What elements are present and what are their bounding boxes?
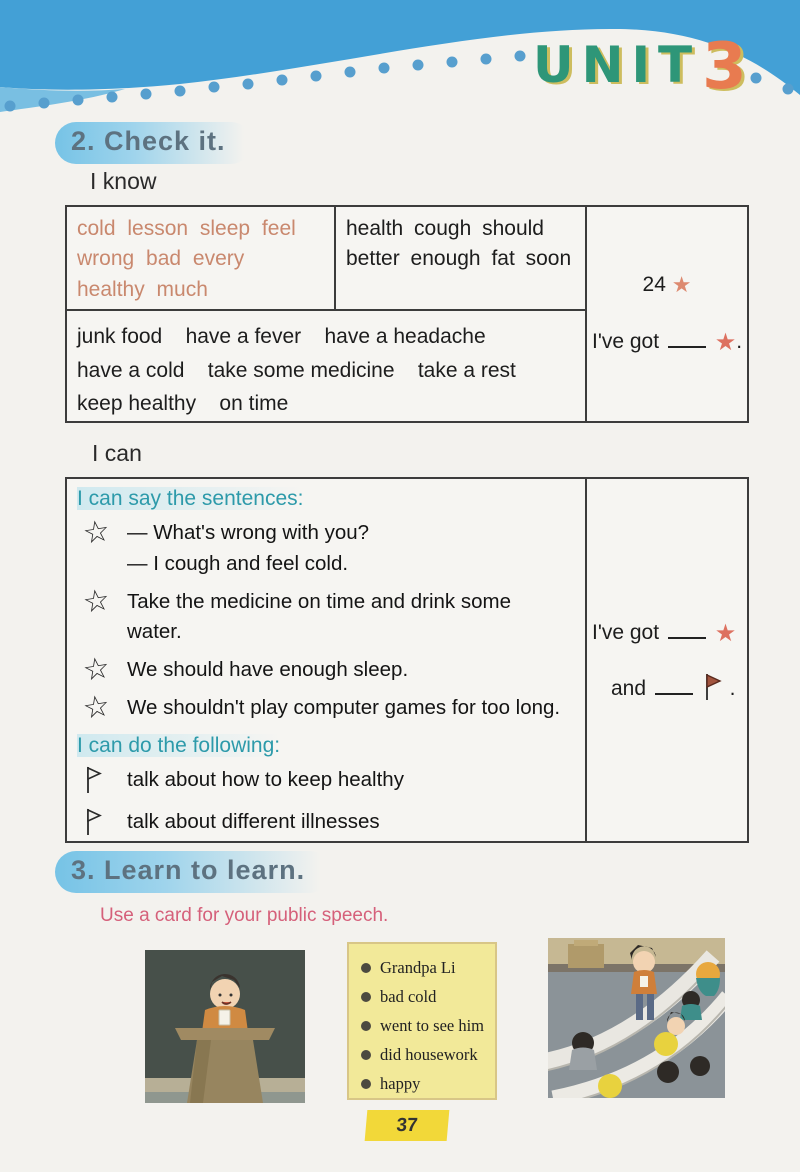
star-outline-icon: ☆ xyxy=(80,688,113,726)
sentence-line: — I cough and feel cold. xyxy=(127,551,349,575)
can-table-left xyxy=(67,479,585,841)
phrases-cell xyxy=(67,311,585,421)
icon-cell xyxy=(77,651,127,688)
know-score-column xyxy=(585,207,747,421)
phrase-line: keep healthy on time xyxy=(77,392,289,416)
flag-filled-icon xyxy=(702,672,724,702)
sentence-text xyxy=(127,587,581,649)
sentence-text xyxy=(127,518,581,580)
bullet-icon xyxy=(361,1021,371,1031)
card-item-text: went to see him xyxy=(380,1016,485,1035)
and-line xyxy=(587,672,747,702)
i-can-label: I can xyxy=(92,440,142,466)
icon-cell xyxy=(77,514,127,580)
card-item xyxy=(361,1045,489,1065)
do-item xyxy=(77,765,581,800)
sentence-line: We should have enough sleep. xyxy=(127,658,409,681)
ive-got-line xyxy=(587,328,747,357)
i-know-label: I know xyxy=(90,168,157,194)
score-blank xyxy=(668,622,706,639)
say-heading: I can say the sentences: xyxy=(77,487,304,510)
unit-label: UNIT xyxy=(533,36,701,94)
do-text: talk about different illnesses xyxy=(127,809,380,833)
period: . xyxy=(736,329,743,353)
bullet-icon xyxy=(361,963,371,973)
unit-number: 3 xyxy=(702,30,747,104)
star-outline-icon: ☆ xyxy=(80,514,113,551)
card-item xyxy=(361,1074,489,1094)
do-item xyxy=(77,807,581,842)
card-item xyxy=(361,987,489,1007)
and-label: and xyxy=(611,676,647,700)
sentence-item xyxy=(77,688,581,726)
do-heading: I can do the following: xyxy=(77,733,281,757)
flag-outline-icon xyxy=(83,765,103,795)
sentence-text xyxy=(127,693,581,724)
instruction-text: Use a card for your public speech. xyxy=(100,905,389,926)
card-item-text: bad cold xyxy=(380,987,437,1006)
know-table xyxy=(65,205,749,423)
sentence-line: water. xyxy=(127,620,182,644)
classroom-illustration xyxy=(548,938,725,1098)
can-table xyxy=(65,477,749,843)
phrase-line: junk food have a fever have a headache xyxy=(77,325,486,349)
page-number xyxy=(365,1110,450,1141)
sentence-text xyxy=(127,655,581,686)
do-text: talk about how to keep healthy xyxy=(127,767,404,791)
phrase-line: have a cold take some medicine take a rest xyxy=(77,358,516,382)
star-icon: ★ xyxy=(714,328,737,356)
sentence-line: — What's wrong with you? xyxy=(127,521,370,544)
speech-podium-illustration xyxy=(145,950,305,1103)
page-number-text: 37 xyxy=(395,1114,419,1136)
sentence-line: Take the medicine on time and drink some xyxy=(127,589,512,613)
card-item xyxy=(361,958,489,978)
orange-words-line: healthy much xyxy=(77,277,208,301)
score-blank xyxy=(655,678,693,695)
orange-words-line: cold lesson sleep feel xyxy=(77,217,296,240)
know-table-word-row xyxy=(67,207,585,311)
icon-cell xyxy=(77,765,127,800)
bullet-icon xyxy=(361,992,371,1002)
card-item-text: happy xyxy=(380,1074,421,1093)
card-item-text: Grandpa Li xyxy=(380,958,456,977)
check-it-heading: 2. Check it. xyxy=(55,122,252,164)
ive-got-label: I've got xyxy=(592,329,660,353)
card-item xyxy=(361,1016,489,1036)
total-score-line xyxy=(587,272,747,298)
icon-cell xyxy=(77,582,127,649)
orange-words-cell xyxy=(67,207,336,309)
star-outline-icon: ☆ xyxy=(80,582,113,620)
score-blank xyxy=(668,331,706,348)
learn-to-learn-heading: 3. Learn to learn. xyxy=(55,851,331,893)
black-words-cell xyxy=(336,207,585,309)
do-heading-wrap xyxy=(77,734,581,758)
unit-title xyxy=(533,30,747,104)
sentence-item xyxy=(77,651,581,688)
bullet-icon xyxy=(361,1079,371,1089)
total-score: 24 xyxy=(642,272,666,296)
black-words-line: better enough fat soon xyxy=(346,247,572,271)
star-icon: ★ xyxy=(671,271,692,297)
know-table-left xyxy=(67,207,585,421)
star-outline-icon: ☆ xyxy=(80,651,113,688)
orange-words-line: wrong bad every xyxy=(77,247,245,271)
black-words-line: health cough should xyxy=(346,217,544,240)
can-score-column xyxy=(585,479,747,841)
flag-outline-icon xyxy=(83,807,103,837)
icon-cell xyxy=(77,807,127,842)
sentence-item xyxy=(77,582,581,649)
sentence-line: We shouldn't play computer games for too long. xyxy=(127,695,561,719)
ive-got-line xyxy=(587,619,747,648)
speech-card xyxy=(347,942,497,1100)
star-icon: ★ xyxy=(714,619,737,647)
sentence-item xyxy=(77,514,581,580)
ive-got-label: I've got xyxy=(592,620,660,644)
card-item-text: did housework xyxy=(380,1045,478,1064)
bullet-icon xyxy=(361,1050,371,1060)
period: . xyxy=(729,676,736,700)
icon-cell xyxy=(77,688,127,726)
